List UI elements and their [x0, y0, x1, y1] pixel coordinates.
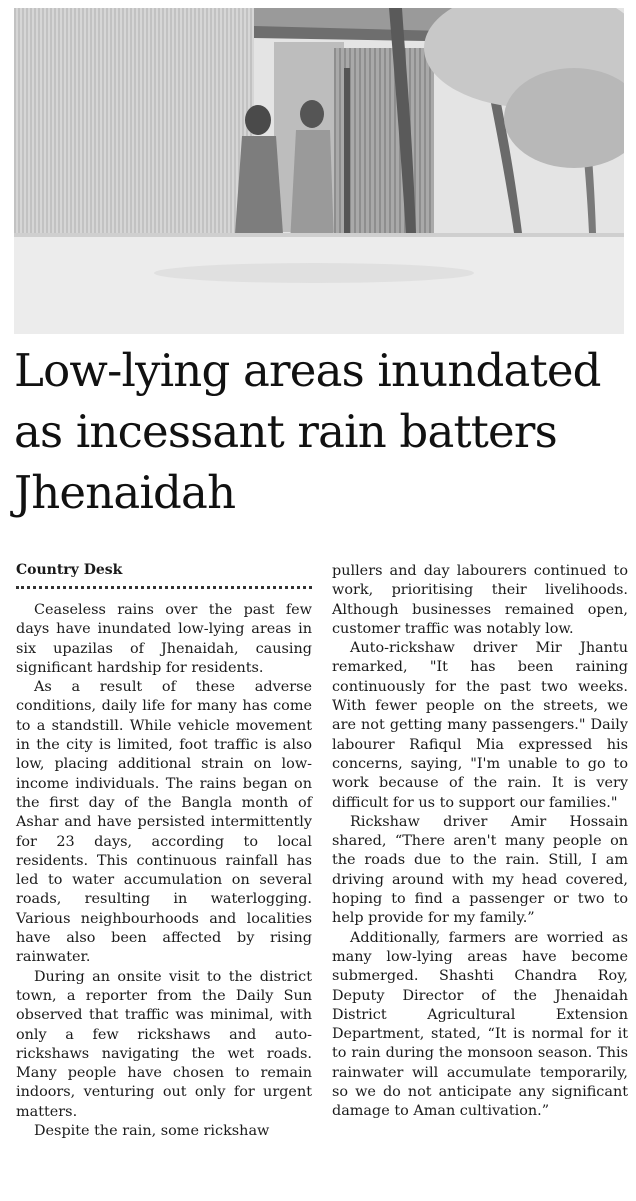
article-column-left: [16, 560, 312, 1141]
paragraph: Despite the rain, some rickshaw: [34, 1123, 270, 1140]
article-column-right: [332, 562, 628, 1122]
flood-photo: [14, 8, 624, 334]
paragraph: pullers and day labourers continued to work, prioritising their livelihoods. Although businesses remained open, customer traffic was notably low.: [332, 563, 628, 637]
paragraph: Auto-rickshaw driver Mir Jhantu remarked, "It has been raining continuously for the past two weeks. With fewer people on the streets, we are not getting many passengers." Daily labourer Rafiqul Mia expressed his concerns, saying, "I'm unable to go to work because of the rain. It is very difficult for us to support our families.": [332, 640, 628, 811]
paragraph: Ceaseless rains over the past few days have inundated low-lying areas in six upazilas of Jhenaidah, causing significant hardship for residents.: [16, 602, 312, 676]
paragraph: As a result of these adverse conditions, daily life for many has come to a standstill. While vehicle movement in the city is limited, foot traffic is also low, placing additional strain on low-income individuals. The rains began on the first day of the Bangla month of Ashar and have persisted intermittently for 23 days, according to local residents. This continuous rainfall has led to water accumulation on several roads, resulting in waterlogging. Various neighbourhoods and localities have also been affected by rising rainwater.: [16, 679, 312, 966]
paragraph: Additionally, farmers are worried as many low-lying areas have become submerged. Shashti Chandra Roy, Deputy Director of the Jhenaidah District Agricultural Extension Department, stated, “It is normal for it to rain during the monsoon season. This rainwater will accumulate temporarily, so we do not anticipate any significant damage to Aman cultivation.”: [332, 929, 628, 1120]
paragraph: During an onsite visit to the district town, a reporter from the Daily Sun observed that traffic was minimal, with only a few rickshaws and auto-rickshaws navigating the wet roads. Many people have chosen to remain indoors, venturing out only for urgent matters.: [16, 968, 312, 1120]
paragraph: Rickshaw driver Amir Hossain shared, “There aren't many people on the roads due to the rain. Still, I am driving around with my head covered, hoping to find a passenger or two to help provide for my family.”: [332, 813, 628, 927]
byline: Country Desk: [16, 560, 312, 589]
headline: Low-lying areas inundated as incessant rain batters Jhenaidah: [14, 344, 601, 519]
